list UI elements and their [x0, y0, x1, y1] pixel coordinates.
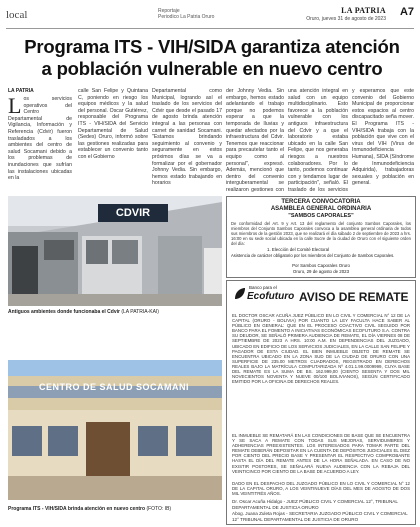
article-column-4: der Johnny Vedia. Sin embargo, hemos estado adelantando el trabajo porque no podemos esperar a que la temporada de lluvias y quedar afectados por la infraestructura del Cdvir. Tenemos que reaccionar para precautelar tanto el equipo como al personal", expresó. Además, mencionó que dentro del convenio interguberamental se realizaron gestiones con [226, 88, 284, 192]
header-date: Oruro, jueves 31 de agosto de 2023 [306, 16, 386, 22]
ad-convocatoria-title3: "SAMBOS CAPORALES" [288, 213, 354, 219]
ecofuturo-leaf-icon [233, 287, 247, 301]
ecofuturo-logo [233, 283, 295, 309]
photo-socamani-caption [8, 506, 222, 512]
photo-old-cdvir-caption [8, 309, 222, 315]
photo-socamani-center [8, 360, 222, 500]
newspaper-logo: LA PATRIA [341, 6, 386, 15]
photo-old-cdvir-sign: CDVIR [115, 207, 151, 219]
header-center-line2: Periodico La Patria Oruro [158, 14, 215, 20]
photo2-caption-credit: (FOTO: IB) [146, 506, 172, 512]
ad-convocatoria-note: Asistencia de carácter obligatorio por los miembros del Conjunto de Sambos Caporales. [231, 253, 395, 258]
headline [16, 36, 408, 80]
remate-paragraph-1: EL DOCTOR OSCAR ACUÑA JUEZ PÚBLICO EN LO CIVIL Y COMERCIAL N° 12 DE LA CAPITAL (ORURO - BOLIVIA) POR CUANTO LA LEY FACULTA HACE SABER AL PÚBLICO EN GENERAL: QUE EN EL PROCESO COACTIVO CIVIL SEGUIDO POR BANCO PARA EL FOMENTO A INICIATIVAS ECONÓMICAS ECOFUTURO S.A. CONTRA SU DEUDOR, SE SEÑALÓ PRIMERA AUDIENCIA DE REMATE, EL DÍA VIERNES 08 DE SEPTIEMBRE DE 2023 A HRS. 10:00 A.M. EN DEPENDENCIAS DEL JUZGADO, UBICADO EN EDIFICIO DE LOS SERVICIOS JUDICIALES, EN LA CALLE SAN FELIPE Y PAGADOR DE ESTA CIUDAD. EL BIEN INMUEBLE OBJETO DE REMATE SE ENCUENTRA UBICADO EN LA ZONA SUD DE LA CIUDAD DE ORURO CON UNA SUPERFICIE DE 235.00 METROS CUADRADOS, REGISTRADO EN DERECHOS REALES BAJO LA MATRÍCULA COMPUTARIZADA Nº 4.01.1.99.0009999, CUYA BASE DEL REMATE ES LA SUMA DE BS. 162.999,00 (CIENTO SESENTA Y DOS MIL NOVECIENTOS NOVENTA Y NUEVE 00/100 BOLIVIANOS), SEGÚN CERTIFICADO EMITIDO POR LA OFICINA DE DERECHOS REALES. [232, 313, 410, 385]
remate-paragraph-3: DADO EN EL DESPACHO DEL JUZGADO PÚBLICO EN LO CIVIL Y COMERCIAL N° 12 DE LA CAPITAL ORURO, A LOS VEINTINUEVE DÍAS DEL MES DE AGOSTO DE DOS MIL VEINTITRÉS AÑOS. [232, 481, 410, 497]
photo1-caption-credit: (LA PATRIA-KAI) [121, 309, 159, 315]
photo-socamani-sign: CENTRO DE SALUD SOCAMANI [38, 382, 189, 392]
photo-old-cdvir [8, 196, 222, 306]
article-column-6: y esperamos que este convenio del Gobierno Municipal de proporcionar estos espacios al centro discapacitado seña mover. El Programa ITS - VIH/SIDA trabaja con la población que vive con el virus del VIH (Virus de Inmunodeficiencia Humana), SIDA (Síndrome de Inmunodeficiencia Adquirida), trabajadoras sexuales y población en general. [352, 88, 414, 187]
remate-signature-judge: Dr. Oscar Acuña Hidalgo - JUEZ PÚBLICO CIVIL Y COMERCIAL 12°, TRIBUNAL DEPARTAMENTAL DE JUSTICIA ORURO [232, 499, 398, 510]
photo1-caption-text: Antiguos ambientes donde funcionaba el Cdvir [8, 309, 120, 315]
ad-convocatoria-date: Oruro, 29 de agosto de 2023 [292, 269, 350, 274]
header-center-line1: Reportaje [158, 8, 180, 14]
ad-convocatoria [226, 196, 416, 278]
remate-title: AVISO DE REMATE [299, 290, 409, 304]
page-header [6, 4, 414, 29]
page-number: A7 [399, 6, 414, 18]
ad-convocatoria-title2: ASAMBLEA GENERAL ORDINARIA [270, 206, 372, 212]
remate-signature-secretary: Abog. Juana Zuleta Rojas - SECRETARIA JUZGADO PÚBLICO CIVIL Y COMERCIAL 12° TRIBUNAL DEPARTAMENTAL DE JUSTICIA DE ORURO [232, 511, 408, 522]
remate-paragraph-2: EL INMUEBLE SE REMATARÁ EN LAS CONDICIONES DE BASE QUE SE ENCUENTRA Y SE SACA A REMATE CON TODAS SUS MEJORAS, SERVIDUMBRES Y ADHERENCIAS PREEXISTENTES. LOS INTERESADOS PARA TOMAR PARTE DEL REMATE DEBERÁN DEPOSITAR EN LA CUENTA DE DEPÓSITOS JUDICIALES EL DIEZ POR CIENTO DEL PRECIO BASE Y PRESENTAR EL RESPECTIVO COMPROBANTE HASTA EL DÍA DEL REMATE ANTES DE LA HORA SEÑALADA. EN CASO DE NO EXISTIR POSTORES, SE SEÑALARÁ NUEVA AUDIENCIA CON LA REBAJA DEL VEINTICINCO POR CIENTO DE LA BASE DE ACUERDO A LEY. [232, 433, 410, 474]
article-column-1-text: os servicios operativos del Centro Departamental de Vigilancia, Información y Referencia (Cdvir) fueron trasladados a los ambientes del centro de salud Socamani debido a los problemas de inundaciones que sufrían las instalaciones ubicadas en la [8, 96, 72, 182]
headline-line2: a población vulnerable en nuevo centro [41, 58, 383, 79]
article-column-2: calle San Felipe y Quintana C, poniendo en riesgo los equipos médicos y la salud del personal. Oscar Gutiérrez, responsable del Programa ITS - VIH/SIDA del Servicio Departamental de Salud (Sedes) Oruro, informó sobre las gestiones realizadas para establecer un convenio tanto con el Gobierno [78, 88, 148, 160]
header-center [158, 8, 214, 20]
headline-line1: Programa ITS - VIH/SIDA garantiza atención [24, 36, 400, 57]
bank-small-label: Banco para el [249, 285, 277, 290]
article-column-3: Departamental como Municipal, logrando así el traslado de los servicios del Cdvir que desde el pasado 17 de agosto brinda atención integral a las personas con carnet de sanidad Socamani. "Estamos brindando seguimiento al convenio y seguramente en estos próximos días se va a formalizar por el gobernador Johnny Vedia. Sin embargo, hemos estado trabajando en horarios [152, 88, 222, 187]
article-column-5: una atención integral en salud con un equipo multidisciplinario. Esto favorece a la población vulnerable con los antiguos infraestructura del Cdvir y a que el laboratorio estaba ubicado en la calle San Felipe, que nos generaba riesgos a nuestros colaboradores. Por lo tanto, podemos continuar con y tendamos lugar de participación", señaló. El traslado de los servicios [288, 88, 348, 192]
article-byline: LA PATRIA [8, 88, 34, 94]
drop-cap: L [8, 96, 22, 118]
ad-convocatoria-signature: Por Sambos Caporales Oruro [292, 263, 350, 268]
bank-brand: Ecofuturo [247, 291, 295, 302]
ad-convocatoria-item: 1. Elección del Comité Electoral [267, 247, 329, 252]
ad-convocatoria-body: De conformidad del Art. 9 y Art. 13 del reglamento del conjunto Sambos Caporales, los miembros del Conjunto Sambos Caporales convoca a la asamblea general ordinaria de todos sus miembros de la gestión 2023, que se realizará el día sábado 2 de septiembre de 2023 a hrs. 16:00 en su sede social ubicada en la calle Sucre de la ciudad de Oruro con el siguiente orden del día: [231, 221, 411, 246]
photo2-caption-text: Programa ITS - VIH/SIDA brinda atención en nuevo centro [8, 506, 146, 512]
ad-remate [226, 280, 416, 525]
article-column-1 [8, 96, 72, 192]
ad-convocatoria-title1: TERCERA CONVOCATORIA [281, 199, 361, 205]
section-name: local [6, 9, 28, 21]
